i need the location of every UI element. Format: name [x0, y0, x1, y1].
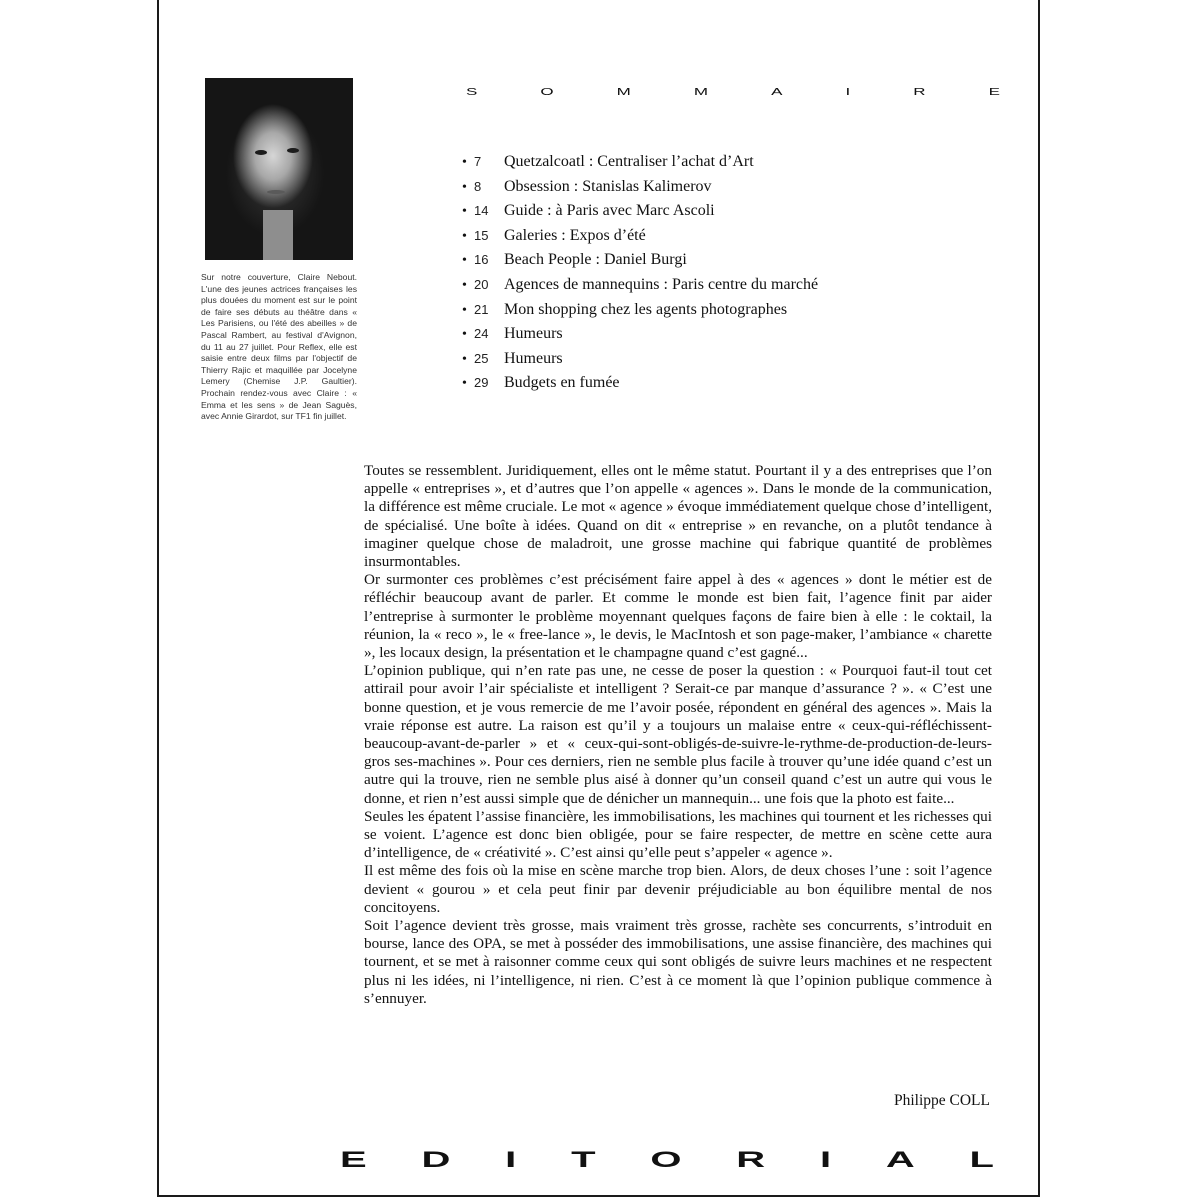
editorial-letter: O: [650, 1147, 682, 1172]
cover-photo: [205, 78, 353, 260]
sommaire-letter: A: [771, 85, 783, 98]
toc-page-number: 8: [474, 178, 482, 194]
bullet-icon: •: [462, 204, 467, 220]
toc-item[interactable]: [462, 202, 1022, 227]
toc-title: Guide : à Paris avec Marc Ascoli: [504, 202, 715, 220]
toc-title: Galeries : Expos d’été: [504, 226, 646, 244]
toc-item[interactable]: [462, 251, 1022, 276]
toc-title: Humeurs: [504, 325, 563, 343]
editorial-letter: D: [421, 1147, 451, 1172]
photo-neck: [263, 210, 293, 260]
toc-item[interactable]: [462, 276, 1022, 301]
sommaire-letter: E: [988, 85, 1000, 98]
toc-page-number: 15: [474, 227, 489, 243]
toc-page-number: 29: [474, 375, 489, 391]
toc-page-number: 14: [474, 203, 489, 219]
sommaire-letter: R: [913, 85, 926, 98]
toc-page-number: 7: [474, 154, 482, 169]
toc-title: Agences de mannequins : Paris centre du marché: [504, 275, 819, 293]
sommaire-letter: S: [466, 85, 478, 98]
toc-item[interactable]: [462, 325, 1022, 350]
toc-page-number: 25: [474, 350, 489, 366]
editorial-paragraph: L’opinion publique, qui n’en rate pas une, ne cesse de poser la question : « Pourquoi faut-il tout cet attirail pour avoir l’air spécialiste et intelligent ? Serait-ce par manque d’assurance ? ». « C’est une bonne question, et je vous remercie de me l’avoir posée, répondent en général des agences ». Mais la vraie réponse est autre. La raison est qu’il y a toujours un malaise entre « ceux-qui-réfléchissent-beaucoup-avant-de-parler » et « ceux-qui-sont-obligés-de-suivre-le-rythme-de-production-de-leurs-gros ses-machines ». Pour ces derniers, rien ne semble plus facile à trouver qu’une idée quand c’est un autre qui la trouve, rien ne semble plus aisé à donner qu’un conseil quand c’est un autre qui vous le donne, et rien n’est aussi simple que de dénicher un mannequin... une fois que la photo est faite...: [364, 662, 992, 807]
bullet-icon: •: [462, 155, 467, 170]
bullet-icon: •: [462, 228, 467, 244]
toc-page-number: 16: [474, 252, 489, 268]
sommaire-letter: O: [540, 85, 554, 98]
bullet-icon: •: [462, 327, 467, 343]
editorial-paragraph: Seules les épatent l’assise financière, les immobilisations, les machines qui tournent et les richesses qui se voient. L’agence est donc bien obligée, pour se faire respecter, de mettre en scène cette aura d’intelligence, de « créativité ». C’est ainsi qu’elle peut s’appeler « agence ».: [364, 807, 992, 862]
toc-item[interactable]: [462, 227, 1022, 252]
toc-item[interactable]: [462, 153, 1022, 178]
editorial-letter: A: [885, 1147, 915, 1172]
editorial-body: [364, 462, 992, 1008]
photo-eye-right: [287, 148, 299, 153]
editorial-heading: [340, 1147, 994, 1172]
sommaire-heading: [466, 85, 1000, 100]
sommaire-letter: M: [616, 85, 631, 98]
toc-title: Humeurs: [504, 349, 563, 367]
toc-title: Obsession : Stanislas Kalimerov: [504, 177, 712, 195]
bullet-icon: •: [462, 351, 467, 367]
bullet-icon: •: [462, 277, 467, 293]
editorial-letter: T: [571, 1147, 596, 1172]
toc-title: Quetzalcoatl : Centraliser l’achat d’Art: [504, 153, 754, 170]
toc-page-number: 20: [474, 276, 489, 292]
toc-title: Beach People : Daniel Burgi: [504, 251, 687, 269]
photo-caption: Sur notre couverture, Claire Nebout. L'une des jeunes actrices françaises les plus douées du moment est sur le point de faire ses débuts au théâtre dans « Les Parisiens, ou l'été des abeilles » de Pascal Rambert, au festival d'Avignon, du 11 au 27 juillet. Pour Reflex, elle est saisie entre deux films par l'objectif de Thierry Rajic et maquillée par Jocelyne Lemery (Chemise J.P. Gaultier). Prochain rendez-vous avec Claire : « Emma et les sens » de Jean Saguès, avec Annie Girardot, sur TF1 fin juillet.: [201, 272, 357, 422]
editorial-letter: L: [969, 1147, 994, 1172]
toc-item[interactable]: [462, 178, 1022, 203]
editorial-letter: I: [505, 1147, 517, 1172]
editorial-paragraph: Toutes se ressemblent. Juridiquement, elles ont le même statut. Pourtant il y a des entreprises que l’on appelle « entreprises », et d’autres que l’on appelle « agences ». Dans le monde de la communication, la différence est même cruciale. Le mot « agence » évoque immédiatement quelque chose d’intelligent, de spécialisé. Une boîte à idées. Quand on dit « entreprise » en revanche, on a plutôt tendance à imaginer quelque chose de maladroit, une grosse machine qui fabrique quantité de problèmes insurmontables.: [364, 462, 992, 571]
sommaire-letter: M: [693, 85, 709, 98]
bullet-icon: •: [462, 253, 467, 269]
sommaire-letter: I: [845, 85, 851, 98]
toc-item[interactable]: [462, 350, 1022, 375]
toc-page-number: 24: [474, 326, 489, 342]
bullet-icon: •: [462, 302, 467, 318]
photo-mouth: [267, 190, 285, 194]
toc-item[interactable]: [462, 301, 1022, 326]
editorial-letter: I: [819, 1147, 832, 1172]
toc-title: Mon shopping chez les agents photographes: [504, 300, 788, 318]
toc-item[interactable]: [462, 374, 1022, 399]
bullet-icon: •: [462, 179, 467, 195]
editorial-paragraph: Il est même des fois où la mise en scène marche trop bien. Alors, de deux choses l’une : soit l’agence devient « gourou » et cela peut finir par devenir préjudiciable au bon équilibre mental de nos concitoyens.: [364, 862, 992, 916]
editorial-paragraph: Or surmonter ces problèmes c’est précisément faire appel à des « agences » dont le métier est de réfléchir beaucoup avant de parler. Et comme le monde est bien fait, l’agence finit par aider l’entreprise à surmonter le problème moyennant quelques façons de faire bien à elle : le coktail, la réunion, la « reco », le « free-lance », le devis, le MacIntosh et son page-maker, l’ambiance « charette », les locaux design, la présentation et le champagne quand c’est gagné...: [364, 571, 992, 662]
editorial-letter: R: [736, 1147, 766, 1172]
toc-title: Budgets en fumée: [504, 374, 620, 392]
editorial-paragraph: Soit l’agence devient très grosse, mais vraiment très grosse, rachète ses concurrents, s’introduit en bourse, lance des OPA, se met à posséder des immobilisations, une assise financière, des machines qui tournent, et se met à raisonner comme ceux qui sont obligés de suivre leurs machines et ne respectent plus ni les idées, ni l’intelligence, ni rien. C’est à ce moment là que l’opinion publique commence à s’ennuyer.: [364, 917, 992, 1007]
table-of-contents: [462, 153, 1022, 399]
editorial-letter: E: [340, 1147, 367, 1172]
bullet-icon: •: [462, 376, 467, 392]
photo-eye-left: [255, 150, 267, 155]
author-signature: Philippe COLL: [893, 1092, 990, 1109]
toc-page-number: 21: [474, 301, 489, 317]
